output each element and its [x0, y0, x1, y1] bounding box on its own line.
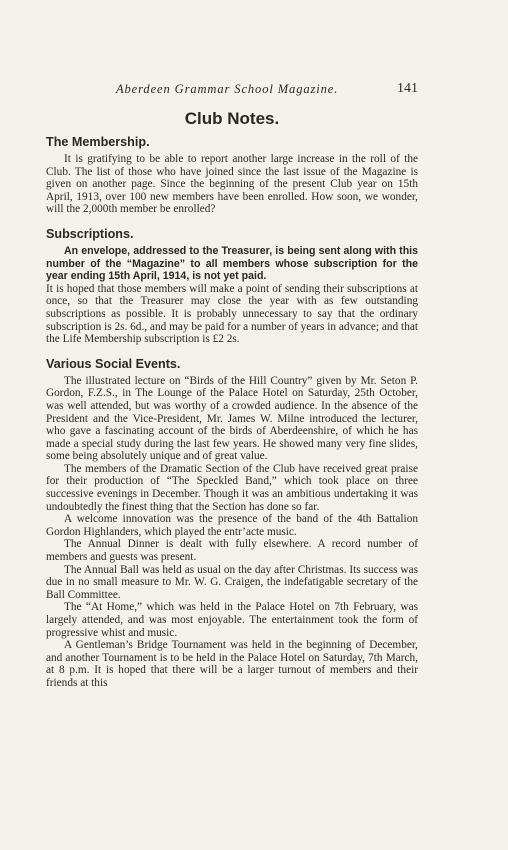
paragraph: A welcome innovation was the presence of the band of the 4th Battalion Gordon Highlanders, which played the entr’acte music.: [46, 513, 418, 538]
paragraph: A Gentleman’s Bridge Tournament was held in the beginning of December, and another Tournament is to be held in the Palace Hotel on Saturday, 7th March, at 8 p.m. It is hoped that there will be a larger turnout of members and their friends at this: [46, 639, 418, 689]
paragraph: The “At Home,” which was held in the Palace Hotel on 7th February, was largely attended, and was most enjoyable. The entertainment took the form of progressive whist and music.: [46, 601, 418, 639]
paragraph: It is gratifying to be able to report another large increase in the roll of the Club. The list of those who have joined since the last issue of the Magazine is given on another page. Since the beginning of the present Club year on 15th April, 1913, over 100 new members have been enrolled. How soon, we wonder, will the 2,000th member be enrolled?: [46, 153, 418, 216]
article-body: [46, 108, 418, 690]
running-title: Aberdeen Grammar School Magazine.: [116, 82, 339, 96]
paragraph: The Annual Ball was held as usual on the day after Christmas. Its success was due in no small measure to Mr. W. G. Craigen, the indefatigable secretary of the Ball Committee.: [46, 563, 418, 601]
subscription-notice: An envelope, addressed to the Treasurer, is being sent along with this number of the “Magazine” to all members whose subscription for the year ending 15th April, 1914, is not yet paid.: [46, 244, 418, 283]
paragraph: It is hoped that those members will make a point of sending their subscriptions at once, so that the Treasurer may close the year with as few outstanding subscriptions as possible. It is probably unnecessary to say that the ordinary subscription is 2s. 6d., and may be paid for a number of years in advance; and that the Life Membership subscription is £2 2s.: [46, 282, 418, 346]
page-title: Club Notes.: [184, 109, 280, 128]
page-number: 141: [397, 81, 418, 96]
paragraph: The members of the Dramatic Section of the Club have received great praise for their production of “The Speckled Band,” which took place on three successive evenings in December. Though it was an ambitious undertaking it was undoubtedly the finest thing that the Section has done so far.: [46, 462, 418, 513]
section-heading-subscriptions: Subscriptions.: [46, 226, 134, 241]
section-heading-membership: The Membership.: [46, 135, 150, 149]
paragraph: The illustrated lecture on “Birds of the Hill Country” given by Mr. Seton P. Gordon, F.Z.S., in The Lounge of the Palace Hotel on Saturday, 25th October, was well attended, but was worthy of a crowded audience. In the absence of the President and the Vice-President, Mr. James W. Milne introduced the lecturer, who gave a fascinating account of the birds of Aberdeenshire, of which he has made a special study during the last few years. He showed many very fine slides, some being absolutely unique and of great value.: [46, 374, 418, 463]
running-head: [46, 82, 418, 100]
paragraph: The Annual Dinner is dealt with fully elsewhere. A record number of members and guests was present.: [46, 538, 418, 564]
section-heading-social-events: Various Social Events.: [46, 356, 181, 371]
